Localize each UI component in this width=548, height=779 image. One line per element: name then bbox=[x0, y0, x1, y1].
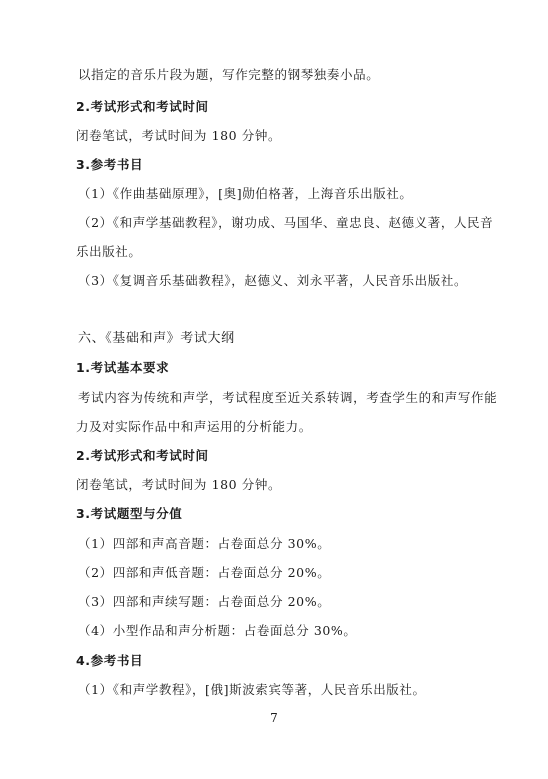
question-type-1: （1）四部和声高音题：占卷面总分 30%。 bbox=[78, 536, 331, 551]
reference-item-2: （2）《和声学基础教程》，谢功成、马国华、童忠良、赵德义著，人民音 bbox=[78, 215, 494, 230]
question-type-2: （2）四部和声低音题：占卷面总分 20%。 bbox=[78, 565, 331, 580]
heading-question-types: 3.考试题型与分值 bbox=[76, 506, 183, 521]
reference-item-2-1: （1）《和声学教程》，[俄]斯波索宾等著，人民音乐出版社。 bbox=[78, 682, 426, 697]
heading-exam-format: 2.考试形式和考试时间 bbox=[76, 99, 209, 114]
reference-item-2-cont: 乐出版社。 bbox=[76, 244, 142, 259]
intro-text: 以指定的音乐片段为题，写作完整的钢琴独奏小品。 bbox=[78, 67, 380, 82]
reference-item-1: （1）《作曲基础原理》，[奥]勋伯格著，上海音乐出版社。 bbox=[78, 186, 413, 201]
requirements-text-2: 力及对实际作品中和声运用的分析能力。 bbox=[76, 419, 312, 434]
heading-exam-format-2: 2.考试形式和考试时间 bbox=[76, 448, 209, 463]
requirements-text-1: 考试内容为传统和声学，考试程度至近关系转调，考查学生的和声写作能 bbox=[78, 390, 498, 405]
heading-basic-requirements: 1.考试基本要求 bbox=[76, 360, 170, 375]
exam-format-text-2: 闭卷笔试，考试时间为 180 分钟。 bbox=[76, 477, 282, 492]
page-number: 7 bbox=[270, 711, 278, 725]
section-title: 六、《基础和声》考试大纲 bbox=[78, 331, 235, 346]
exam-format-text: 闭卷笔试，考试时间为 180 分钟。 bbox=[76, 128, 282, 143]
question-type-4: （4）小型作品和声分析题：占卷面总分 30%。 bbox=[78, 623, 357, 638]
heading-references: 3.参考书目 bbox=[76, 157, 144, 172]
heading-references-2: 4.参考书目 bbox=[76, 653, 144, 668]
question-type-3: （3）四部和声续写题：占卷面总分 20%。 bbox=[78, 594, 331, 609]
reference-item-3: （3）《复调音乐基础教程》，赵德义、刘永平著，人民音乐出版社。 bbox=[78, 273, 468, 288]
